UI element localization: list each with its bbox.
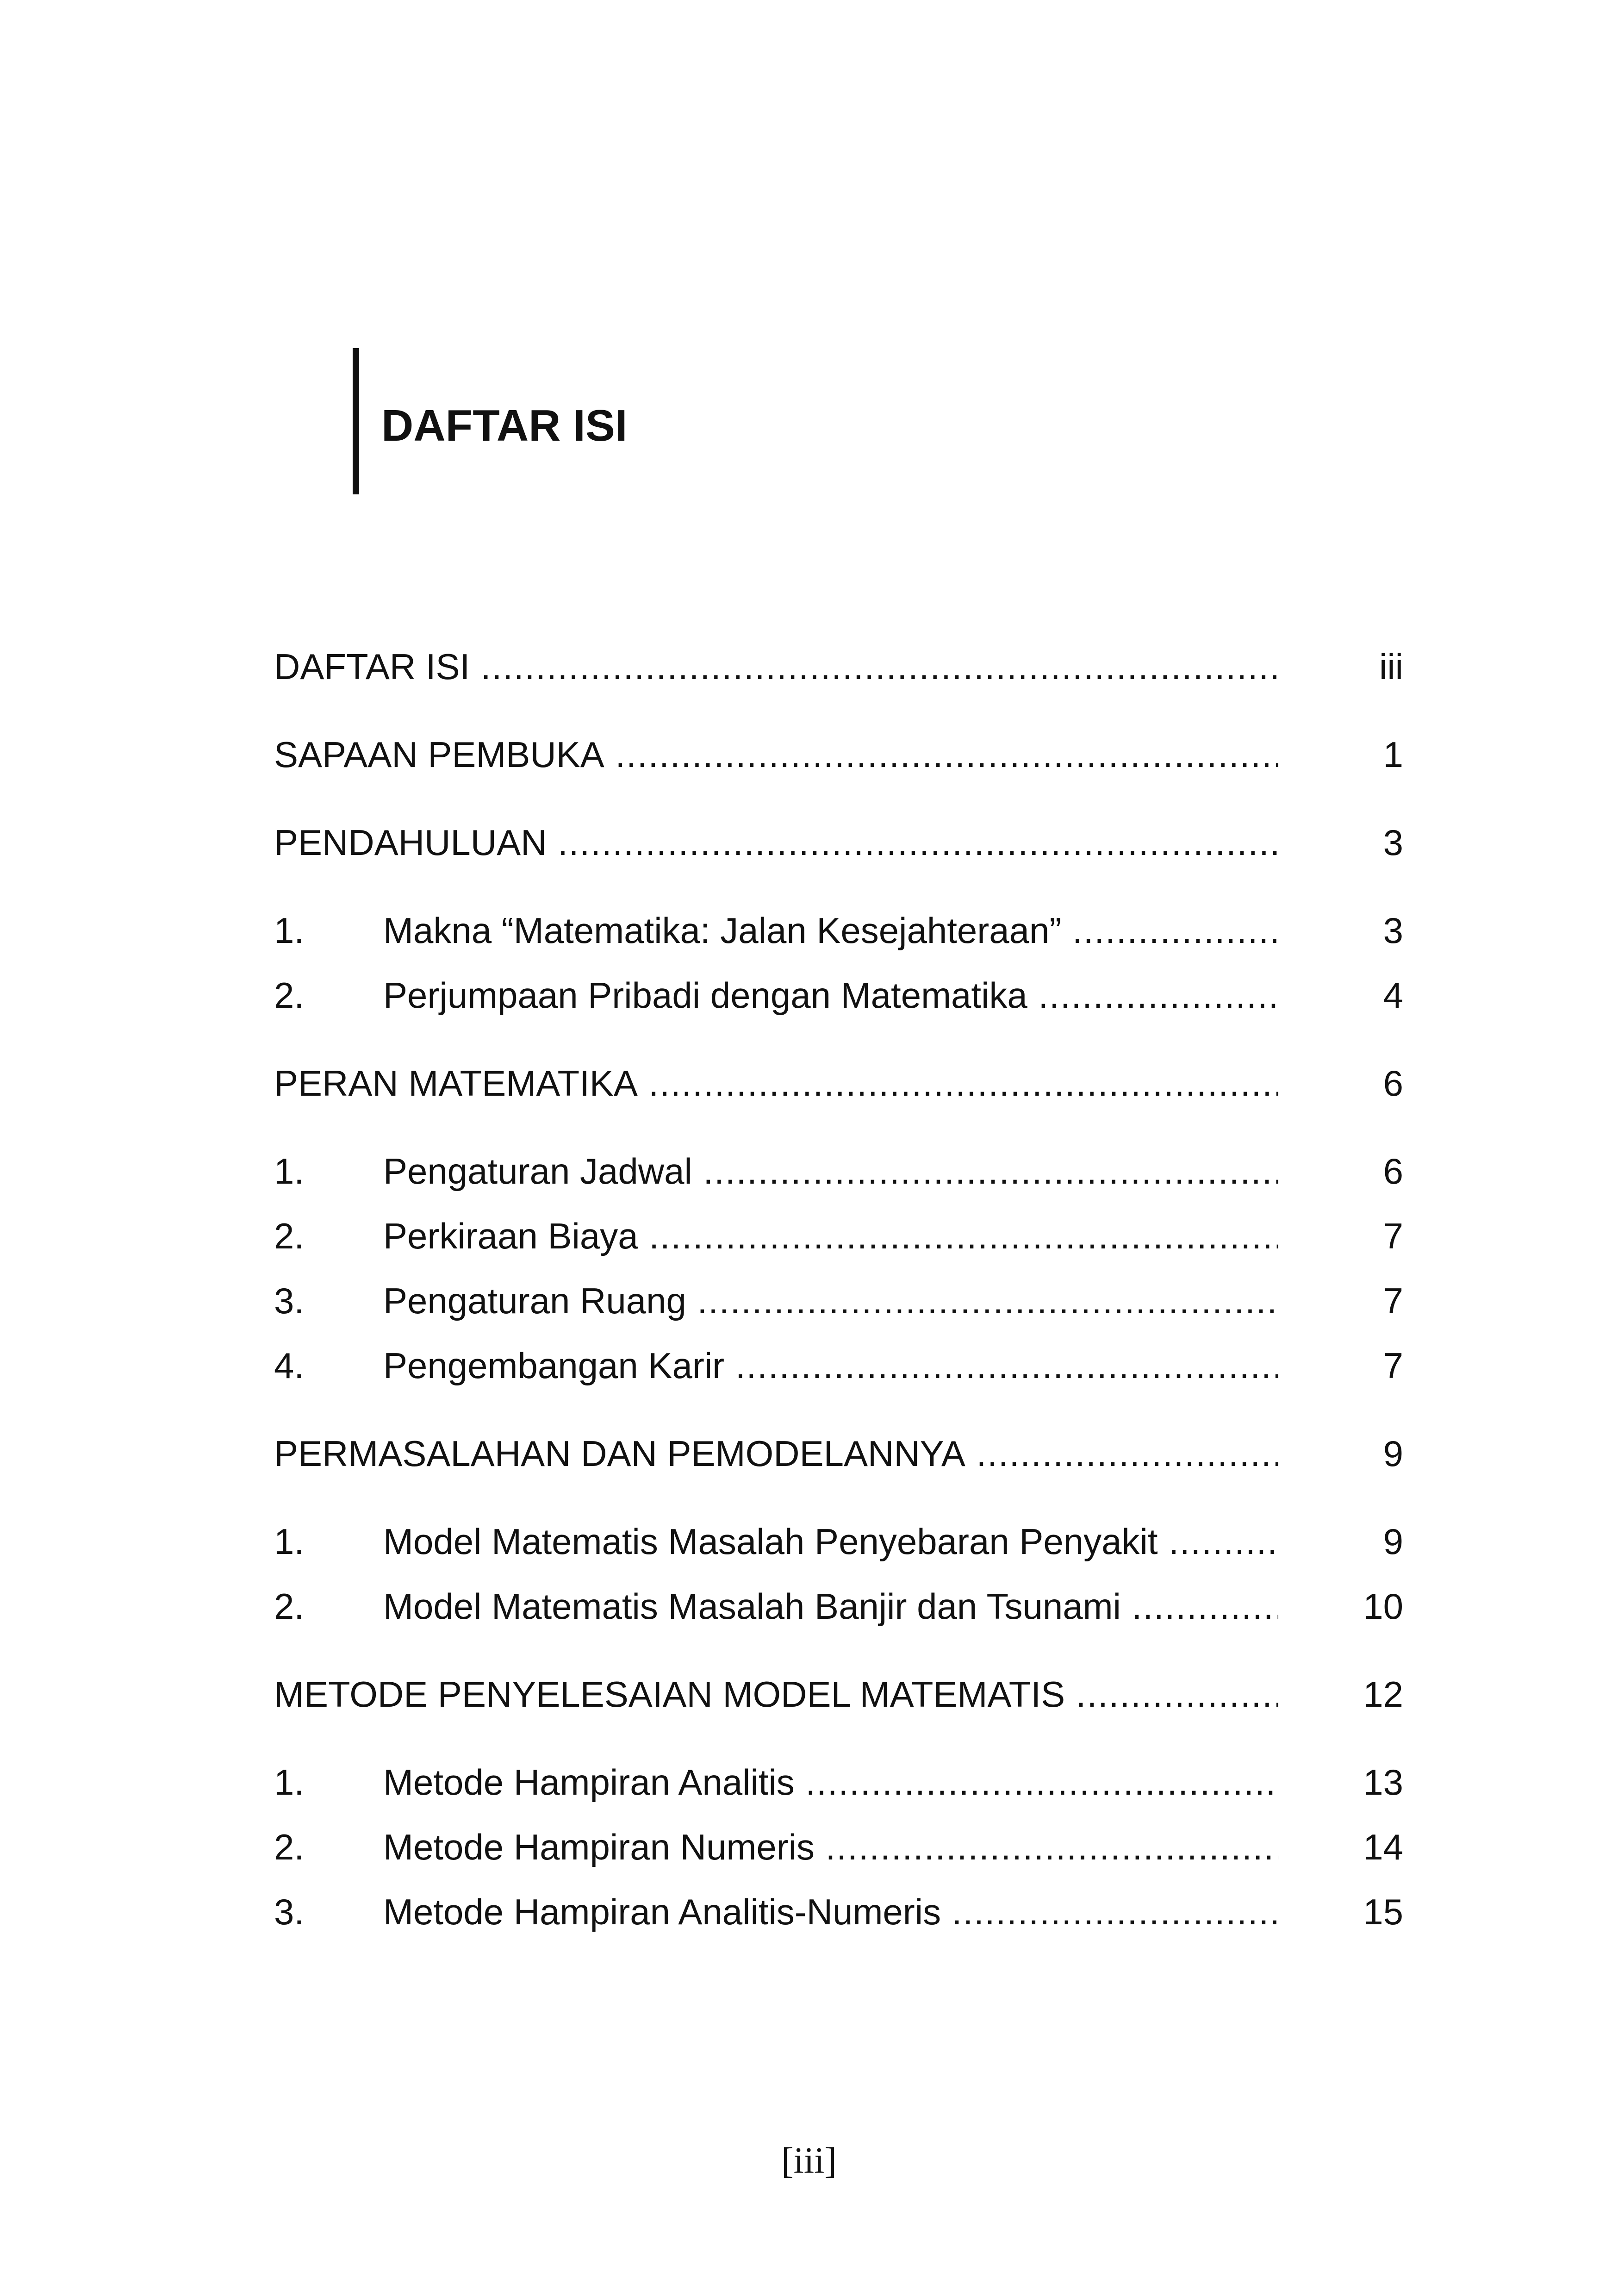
toc-entry-page: 10 bbox=[1363, 1586, 1403, 1627]
toc-entry-title: DAFTAR ISI ..... bbox=[274, 643, 1278, 690]
toc-entry-page: iii bbox=[1379, 646, 1403, 687]
toc-entry-page: 4 bbox=[1383, 975, 1403, 1016]
toc-entry[interactable] bbox=[274, 1342, 1403, 1389]
toc-entry-title: Metode Hampiran Analitis ..... bbox=[383, 1759, 1278, 1805]
heading-accent-bar bbox=[353, 348, 359, 494]
toc-entry[interactable] bbox=[274, 819, 1403, 866]
toc-entry[interactable] bbox=[274, 972, 1403, 1018]
toc-entry-title: Metode Hampiran Numeris ..... bbox=[383, 1824, 1278, 1870]
toc-entry-number: 2. bbox=[274, 1586, 305, 1627]
toc-entry-number: 1. bbox=[274, 1521, 305, 1562]
toc-entry-title: Pengaturan Ruang ..... bbox=[383, 1278, 1278, 1324]
toc-entry[interactable] bbox=[274, 731, 1403, 778]
toc-entry[interactable] bbox=[274, 1060, 1403, 1106]
toc-entry-page: 7 bbox=[1383, 1345, 1403, 1386]
toc-entry-page: 6 bbox=[1383, 1151, 1403, 1192]
toc-entry-page: 6 bbox=[1383, 1063, 1403, 1104]
toc-entry-page: 12 bbox=[1363, 1674, 1403, 1715]
toc-entry[interactable] bbox=[274, 1430, 1403, 1477]
toc-entry-title: PERMASALAHAN DAN PEMODELANNYA ..... bbox=[274, 1430, 1278, 1477]
toc-entry-number: 4. bbox=[274, 1345, 305, 1386]
page-title: DAFTAR ISI bbox=[381, 401, 628, 450]
toc-entry-number: 1. bbox=[274, 1151, 305, 1192]
toc-entry-page: 9 bbox=[1383, 1521, 1403, 1562]
toc-entry[interactable] bbox=[274, 1759, 1403, 1805]
toc-entry-title: Makna “Matematika: Jalan Kesejahteraan” ..... bbox=[383, 907, 1278, 954]
toc-entry-number: 2. bbox=[274, 1827, 305, 1867]
toc-entry-page: 7 bbox=[1383, 1216, 1403, 1256]
toc-entry-number: 2. bbox=[274, 975, 305, 1016]
toc-entry-title: Pengaturan Jadwal ..... bbox=[383, 1148, 1278, 1194]
toc-entry-title: Metode Hampiran Analitis-Numeris ..... bbox=[383, 1889, 1278, 1935]
toc-entry-title: Model Matematis Masalah Penyebaran Penyakit ..... bbox=[383, 1518, 1278, 1565]
toc-entry-page: 1 bbox=[1383, 734, 1403, 775]
toc-entry[interactable] bbox=[274, 1671, 1403, 1717]
toc-entry-page: 3 bbox=[1383, 910, 1403, 951]
toc-entry-title: Perkiraan Biaya ..... bbox=[383, 1213, 1278, 1259]
toc-entry-page: 14 bbox=[1363, 1827, 1403, 1867]
toc-entry-title: Model Matematis Masalah Banjir dan Tsunami ..... bbox=[383, 1583, 1278, 1629]
toc-entry[interactable] bbox=[274, 1278, 1403, 1324]
toc-entry-title: PERAN MATEMATIKA ..... bbox=[274, 1060, 1278, 1106]
toc-entry-page: 7 bbox=[1383, 1280, 1403, 1321]
toc-entry[interactable] bbox=[274, 1148, 1403, 1194]
toc-entry[interactable] bbox=[274, 643, 1403, 690]
toc-entry-number: 3. bbox=[274, 1891, 305, 1932]
toc-entry-page: 3 bbox=[1383, 822, 1403, 863]
toc-entry[interactable] bbox=[274, 1583, 1403, 1629]
toc-entry[interactable] bbox=[274, 1213, 1403, 1259]
toc-entry-number: 3. bbox=[274, 1280, 305, 1321]
toc-entry[interactable] bbox=[274, 1889, 1403, 1935]
toc-entry-title: Perjumpaan Pribadi dengan Matematika ..... bbox=[383, 972, 1278, 1018]
toc-entry[interactable] bbox=[274, 907, 1403, 954]
toc-entry-number: 1. bbox=[274, 910, 305, 951]
toc-entry[interactable] bbox=[274, 1824, 1403, 1870]
toc-entry-title: PENDAHULUAN ..... bbox=[274, 819, 1278, 866]
toc-entry-page: 9 bbox=[1383, 1433, 1403, 1474]
toc-entry-number: 1. bbox=[274, 1762, 305, 1803]
toc-entry[interactable] bbox=[274, 1518, 1403, 1565]
toc-entry-title: Pengembangan Karir ..... bbox=[383, 1342, 1278, 1389]
toc-entry-number: 2. bbox=[274, 1216, 305, 1256]
page-number: [iii] bbox=[781, 2140, 837, 2181]
toc-entry-title: SAPAAN PEMBUKA ..... bbox=[274, 731, 1278, 778]
toc-entry-page: 13 bbox=[1363, 1762, 1403, 1803]
toc-entry-title: METODE PENYELESAIAN MODEL MATEMATIS ..... bbox=[274, 1671, 1278, 1717]
toc-entry-page: 15 bbox=[1363, 1891, 1403, 1932]
